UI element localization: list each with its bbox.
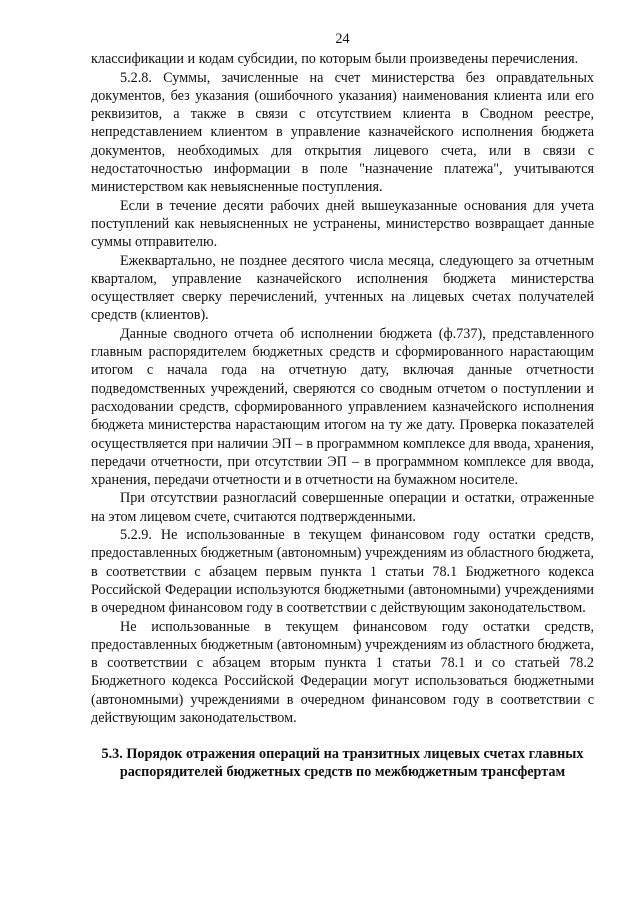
paragraph: Не использованные в текущем финансовом году остатки средств, предоставленных бюджетным (автономным) учреждениям из областного бюджета, в соответствии с абзацем вторым пункта 1 статьи 78.1 и со статьей 78.2 Бюджетного кодекса Российской Федерации могут использоваться бюджетными (автономными) учреждениями в очередном финансовом году в соответствии с действующим законодательством. [91,618,594,726]
paragraph: Данные сводного отчета об исполнении бюджета (ф.737), представленного главным распорядителем бюджетных средств и сформированного нарастающим итогом с начала года на отчетную дату, включая данные отчетности подведомственных учреждений, сверяются со сводным отчетом о поступлении и расходовании средств, сформированного управлением казначейского исполнения бюджета министерства нарастающим итогом на ту же дату. Проверка показателей осуществляется при наличии ЭП – в программном комплексе для ввода, хранения, передачи отчетности, при отсутствии ЭП – в программном комплексе для ввода, хранения, передачи отчетности и в отчетности на бумажном носителе. [91,325,594,489]
paragraph: классификации и кодам субсидии, по которым были произведены перечисления. [91,51,579,68]
document-body [91,50,594,727]
section-heading: 5.3. Порядок отражения операций на транзитных лицевых счетах главных распорядителей бюджетных средств по межбюджетным трансфертам [101,746,584,781]
page-number: 24 [335,31,350,47]
paragraph: Ежеквартально, не позднее десятого числа месяца, следующего за отчетным кварталом, управление казначейского исполнения бюджета министерства осуществляет сверку перечислений, учтенных на лицевых счетах получателей средств (клиентов). [91,252,594,324]
paragraph: При отсутствии разногласий совершенные операции и остатки, отраженные на этом лицевом счете, считаются подтвержденными. [91,490,594,525]
paragraph: 5.2.9. Не использованные в текущем финансовом году остатки средств, предоставленных бюджетным (автономным) учреждениям из областного бюджета, в соответствии с абзацем первым пункта 1 статьи 78.1 Бюджетного кодекса Российской Федерации используются бюджетными (автономными) учреждениями в очередном финансовом году в соответствии с действующим законодательством. [91,527,594,617]
document-page [91,30,594,781]
paragraph: 5.2.8. Суммы, зачисленные на счет министерства без оправдательных документов, без указания (ошибочного указания) наименования клиента или его реквизитов, а также в связи с отсутствием клиента в Сводном реестре, непредставлением клиентом в управление казначейского исполнения бюджета документов, необходимых для открытия лицевого счета, или в связи с недостаточностью информации в поле "назначение платежа", учитываются министерством как невыясненные поступления. [91,69,594,196]
paragraph: Если в течение десяти рабочих дней вышеуказанные основания для учета поступлений как невыясненных не устранены, министерство возвращает данные суммы отправителю. [91,197,594,251]
